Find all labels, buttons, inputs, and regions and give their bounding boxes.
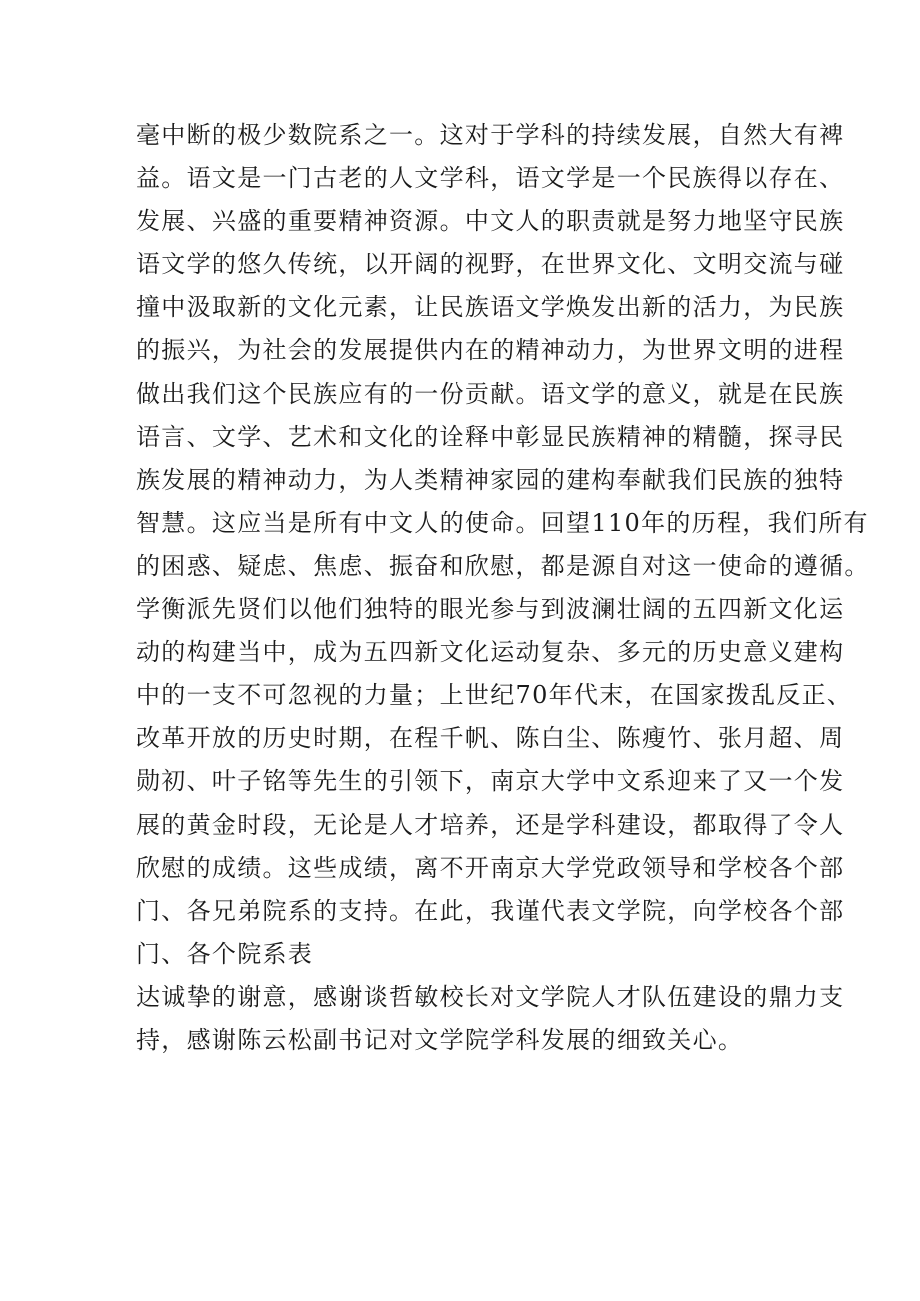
text-line-6: 的振兴，为社会的发展提供内在的精神动力，为世界文明的进程 <box>136 336 845 365</box>
text-line-4: 语文学的悠久传统，以开阔的视野，在世界文化、文明交流与碰 <box>136 250 845 279</box>
text-line-3: 发展、兴盛的重要精神资源。中文人的职责就是努力地坚守民族 <box>136 207 845 236</box>
text-line-18: 欣慰的成绩。这些成绩，离不开南京大学党政领导和学校各个部 <box>136 853 845 882</box>
text-line-2: 益。语文是一门古老的人文学科，语文学是一个民族得以存在、 <box>136 164 845 193</box>
body-text <box>136 114 870 1062</box>
text-line-20: 门、各个院系表 <box>136 939 314 968</box>
text-line-12: 学衡派先贤们以他们独特的眼光参与到波澜壮阔的五四新文化运 <box>136 595 845 624</box>
text-line-15: 改革开放的历史时期，在程千帆、陈白尘、陈瘦竹、张月超、周 <box>136 724 845 753</box>
text-line-1: 毫中断的极少数院系之一。这对于学科的持续发展，自然大有裨 <box>136 121 845 149</box>
text-line-8: 语言、文学、艺术和文化的诠释中彰显民族精神的精髓，探寻民 <box>136 422 845 451</box>
text-line-21: 达诚挚的谢意，感谢谈哲敏校长对文学院人才队伍建设的鼎力支 <box>136 982 845 1011</box>
text-line-14: 中的一支不可忽视的力量；上世纪70年代末，在国家拨乱反正、 <box>136 681 853 710</box>
text-line-13: 动的构建当中，成为五四新文化运动复杂、多元的历史意义建构 <box>136 638 845 667</box>
text-line-10: 智慧。这应当是所有中文人的使命。回望110年的历程，我们所有 <box>136 508 869 537</box>
text-line-7: 做出我们这个民族应有的一份贡献。语文学的意义，就是在民族 <box>136 379 845 408</box>
text-line-16: 勋初、叶子铭等先生的引领下，南京大学中文系迎来了又一个发 <box>136 767 845 796</box>
text-line-17: 展的黄金时段，无论是人才培养，还是学科建设，都取得了令人 <box>136 810 845 839</box>
text-line-11: 的困惑、疑虑、焦虑、振奋和欣慰，都是源自对这一使命的遵循。 <box>136 551 870 580</box>
text-line-5: 撞中汲取新的文化元素，让民族语文学焕发出新的活力，为民族 <box>136 293 845 322</box>
text-line-9: 族发展的精神动力，为人类精神家园的建构奉献我们民族的独特 <box>136 465 845 494</box>
text-line-22: 持，感谢陈云松副书记对文学院学科发展的细致关心。 <box>136 1025 744 1054</box>
text-line-19: 门、各兄弟院系的支持。在此，我谨代表文学院，向学校各个部 <box>136 896 845 925</box>
